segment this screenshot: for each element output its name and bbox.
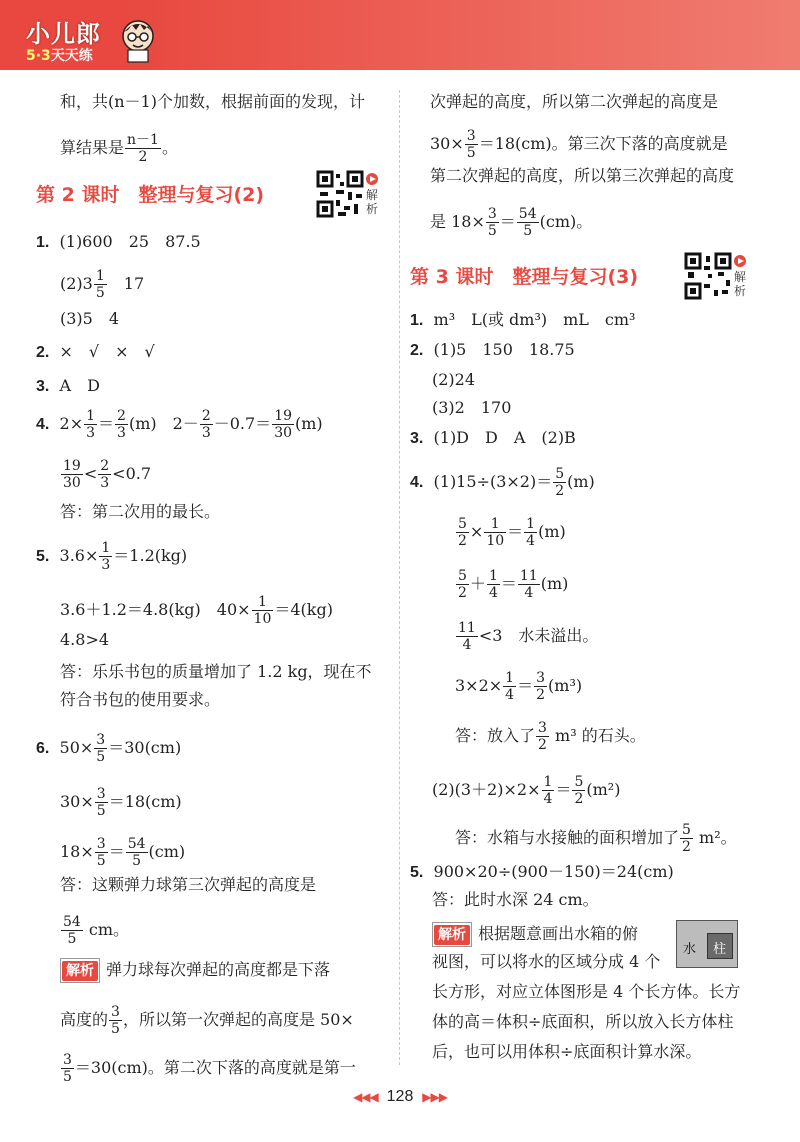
brand-sub-text: 天天练 xyxy=(50,48,93,64)
q6-answer-unit xyxy=(60,914,129,947)
text: (m) xyxy=(295,414,323,433)
r-q2-c: (3)2 170 xyxy=(432,398,512,417)
denominator: 5 xyxy=(523,223,533,239)
numerator: 1 xyxy=(484,516,506,533)
text: ＝4(kg) xyxy=(274,600,333,619)
text: (m²) xyxy=(586,780,621,799)
numerator: 3 xyxy=(538,720,547,736)
fraction xyxy=(272,408,294,441)
numerator: 5 xyxy=(682,822,691,838)
q1-b xyxy=(60,268,144,301)
denominator: 2 xyxy=(682,839,691,855)
text: ＝30(cm) xyxy=(108,738,182,757)
r-q5-explanation-2: 视图，可以将水的区域分成 4 个 xyxy=(432,952,661,971)
text: (cm)。 xyxy=(539,212,593,231)
right-cont-4 xyxy=(430,206,592,239)
q6-explanation-3 xyxy=(60,1052,356,1085)
r-q4-answer-1 xyxy=(455,720,646,753)
r-q3 xyxy=(410,428,576,449)
text: × xyxy=(469,522,484,541)
text: (2)3 xyxy=(60,274,93,293)
text: < xyxy=(83,464,98,483)
text: 18× xyxy=(60,842,94,861)
fraction xyxy=(484,516,506,549)
text: 50× xyxy=(59,738,94,757)
numerator: 5 xyxy=(574,774,584,790)
fraction xyxy=(252,594,274,627)
denominator: 5 xyxy=(96,853,106,869)
denominator: 5 xyxy=(466,145,476,161)
column-divider xyxy=(399,90,400,1065)
text: (m) xyxy=(540,574,569,593)
q6-line-2 xyxy=(60,786,182,819)
denominator: 5 xyxy=(95,285,105,301)
denominator: 5 xyxy=(63,1069,72,1085)
fraction xyxy=(61,914,83,947)
question-number: 4. xyxy=(36,416,50,433)
fraction xyxy=(534,670,547,703)
numerator: 5 xyxy=(555,466,565,482)
fraction xyxy=(680,822,693,855)
answer: (1)600 25 87.5 xyxy=(59,232,201,251)
qr-code-icon[interactable] xyxy=(316,170,364,218)
text: 2× xyxy=(59,414,84,433)
answer: A D xyxy=(59,376,100,395)
q4-line-1 xyxy=(36,408,323,441)
numerator: 1 xyxy=(86,408,96,424)
header-gradient xyxy=(120,0,800,70)
denominator: 4 xyxy=(462,637,472,653)
numerator: 3 xyxy=(96,786,106,802)
denominator: 5 xyxy=(487,223,497,239)
numerator: 1 xyxy=(252,594,274,611)
fraction xyxy=(486,206,499,239)
fraction xyxy=(109,1004,122,1037)
numerator: 3 xyxy=(96,732,106,748)
text: m³ 的石头。 xyxy=(555,726,646,745)
text: 答：水箱与水接触的面积增加了 xyxy=(455,828,680,847)
numerator: 3 xyxy=(536,670,546,686)
text: 17 xyxy=(107,274,145,293)
denominator: 3 xyxy=(201,425,211,441)
denominator: 4 xyxy=(505,687,515,703)
denominator: 2 xyxy=(138,149,148,165)
denominator: 5 xyxy=(96,749,106,765)
left-intro-line-1: 和，共(n－1)个加数，根据前面的发现，计 xyxy=(60,92,365,111)
fraction xyxy=(61,458,83,491)
denominator: 2 xyxy=(536,687,546,703)
fraction xyxy=(125,132,161,165)
mascot-icon xyxy=(118,16,158,64)
page-number: 128 xyxy=(386,1088,414,1105)
q4-line-2 xyxy=(60,458,151,491)
q6-explanation-2 xyxy=(60,1004,354,1037)
q2 xyxy=(36,342,155,363)
numerator: 3 xyxy=(466,128,476,144)
fraction xyxy=(115,408,128,441)
q3 xyxy=(36,376,100,397)
text: 答：放入了 xyxy=(455,726,536,745)
qr-label: 解析 xyxy=(366,188,379,216)
denominator: 30 xyxy=(63,475,81,491)
numerator: 54 xyxy=(127,836,146,852)
fraction xyxy=(95,836,108,869)
denominator: 2 xyxy=(538,737,547,753)
text: ＝ xyxy=(507,522,524,541)
answer: (1)5 150 18.75 xyxy=(433,340,575,359)
q5-line-3: 4.8>4 xyxy=(60,630,110,649)
text: ＝ xyxy=(517,676,534,695)
question-number: 4. xyxy=(410,474,424,491)
text: (m) xyxy=(567,472,595,491)
text: 30× xyxy=(60,792,94,811)
denominator: 10 xyxy=(486,533,505,549)
q1-c: (3)5 4 xyxy=(60,309,120,328)
figure-label-water: 水 xyxy=(683,942,697,957)
denominator: 30 xyxy=(274,425,293,441)
text: 算结果是 xyxy=(60,138,125,157)
text: －0.7＝ xyxy=(213,414,272,433)
numerator: 3 xyxy=(487,206,497,222)
denominator: 2 xyxy=(555,483,565,499)
fraction xyxy=(456,568,469,601)
fraction xyxy=(553,466,566,499)
q5-line-2 xyxy=(60,594,333,627)
numerator: 1 xyxy=(95,268,105,284)
numerator: 11 xyxy=(458,620,476,636)
fraction xyxy=(95,786,108,819)
r-q4-line-1 xyxy=(410,466,595,499)
prev-arrows-icon: ◀◀◀ xyxy=(353,1090,378,1104)
question-number: 2. xyxy=(36,344,50,361)
denominator: 4 xyxy=(488,585,498,601)
fraction xyxy=(487,568,500,601)
qr-label: 解析 xyxy=(734,270,747,298)
denominator: 3 xyxy=(117,425,126,441)
fraction xyxy=(503,670,516,703)
text: <0.7 xyxy=(112,464,152,483)
brand-name: 小儿郎 xyxy=(26,20,101,48)
text: (1)15÷(3×2)＝ xyxy=(433,472,553,491)
r-q4-line-5 xyxy=(455,670,582,703)
q5-answer-1: 答：乐乐书包的质量增加了 1.2 kg，现在不 xyxy=(60,662,372,681)
text: (m) xyxy=(538,522,566,541)
text: <3 水未溢出。 xyxy=(478,626,599,645)
explanation-tag-label: 解析 xyxy=(434,925,470,945)
numerator: 3 xyxy=(63,1052,72,1068)
r-q4-line-3 xyxy=(455,568,568,601)
fraction xyxy=(200,408,213,441)
numerator: 19 xyxy=(63,458,81,474)
q6-line-1 xyxy=(36,732,181,765)
text: ＝1.2(kg) xyxy=(113,546,188,565)
q5-line-1 xyxy=(36,540,187,573)
r-q5-answer: 答：此时水深 24 cm。 xyxy=(432,890,599,909)
denominator: 3 xyxy=(101,557,111,573)
text: ＋ xyxy=(469,574,486,593)
question-number: 6. xyxy=(36,740,50,757)
numerator: 5 xyxy=(458,568,467,584)
r-q5-explanation-3: 长方形，对应立体图形是 4 个长方体。长方 xyxy=(432,982,741,1001)
text: 根据题意画出水箱的俯 xyxy=(478,924,639,943)
denominator: 2 xyxy=(458,585,467,601)
text: 高度的 xyxy=(60,1010,109,1029)
fraction xyxy=(61,1052,74,1085)
denominator: 10 xyxy=(253,611,272,627)
explanation-tag xyxy=(60,958,100,983)
text: 弹力球每次弹起的高度都是下落 xyxy=(106,960,331,979)
q6-explanation-1 xyxy=(60,958,330,983)
numerator: 3 xyxy=(96,836,106,852)
fraction xyxy=(536,720,549,753)
numerator: 1 xyxy=(488,568,498,584)
fraction xyxy=(94,732,107,765)
text: ＝ xyxy=(98,414,115,433)
text: 3.6＋1.2＝4.8(kg) 40× xyxy=(60,600,251,619)
denominator: 5 xyxy=(67,931,77,947)
explanation-tag xyxy=(432,922,472,947)
fraction xyxy=(84,408,97,441)
denominator: 3 xyxy=(86,425,96,441)
text: ＝ xyxy=(555,780,572,799)
text: (cm) xyxy=(148,842,186,861)
text: ＝18(cm)。第三次下落的高度就是 xyxy=(478,134,728,153)
fraction xyxy=(517,206,539,239)
right-cont-2 xyxy=(430,128,728,161)
fraction xyxy=(465,128,478,161)
q6-answer: 答：这颗弹力球第三次弹起的高度是 xyxy=(60,875,317,894)
r-q5-line-1 xyxy=(410,862,674,883)
answer: m³ L(或 dm³) mL cm³ xyxy=(433,310,636,329)
fraction xyxy=(456,620,478,653)
q5-answer-2: 符合书包的使用要求。 xyxy=(60,690,221,709)
answer: (1)D D A (2)B xyxy=(433,428,576,447)
r-q4-line-4 xyxy=(455,620,598,653)
fraction xyxy=(456,516,469,549)
question-number: 1. xyxy=(410,312,424,329)
right-cont-1: 次弹起的高度，所以第二次弹起的高度是 xyxy=(430,92,719,111)
denominator: 4 xyxy=(543,791,553,807)
fraction xyxy=(542,774,555,807)
question-number: 2. xyxy=(410,342,424,359)
text: cm。 xyxy=(88,920,130,939)
question-number: 1. xyxy=(36,234,50,251)
r-q4-line-2 xyxy=(455,516,566,549)
text: (m) 2－ xyxy=(128,414,199,433)
r-q1 xyxy=(410,310,635,331)
text: (m³) xyxy=(548,676,583,695)
text: 3.6× xyxy=(59,546,99,565)
r-q5-explanation-4: 体的高＝体积÷底面积，所以放入长方体柱 xyxy=(432,1012,734,1031)
text: ＝18(cm) xyxy=(108,792,182,811)
denominator: 5 xyxy=(132,853,142,869)
brand-sub-num: 5·3 xyxy=(26,48,51,64)
denominator: 5 xyxy=(111,1021,120,1037)
left-intro-line-2 xyxy=(60,132,178,165)
numerator: 2 xyxy=(201,408,211,424)
q4-answer: 答：第二次用的最长。 xyxy=(60,502,221,521)
text: 。 xyxy=(161,138,178,157)
denominator: 3 xyxy=(100,475,110,491)
explanation-tag-label: 解析 xyxy=(62,961,98,981)
r-q4-answer-2 xyxy=(455,822,737,855)
q1-a xyxy=(36,232,201,253)
r-q2-b: (2)24 xyxy=(432,370,476,389)
question-number: 3. xyxy=(410,430,424,447)
numerator: 54 xyxy=(518,206,537,222)
fraction xyxy=(518,568,540,601)
numerator: 1 xyxy=(101,540,111,556)
fraction xyxy=(126,836,148,869)
text: ＝ xyxy=(499,212,516,231)
answer: 900×20÷(900－150)＝24(cm) xyxy=(433,862,674,881)
text: 是 18× xyxy=(430,212,485,231)
numerator: 1 xyxy=(505,670,515,686)
text: ＝ xyxy=(108,842,125,861)
denominator: 5 xyxy=(96,803,106,819)
denominator: 4 xyxy=(526,533,536,549)
question-number: 5. xyxy=(36,548,50,565)
denominator: 2 xyxy=(574,791,584,807)
numerator: 11 xyxy=(519,568,538,584)
numerator: n－1 xyxy=(127,132,159,148)
numerator: 3 xyxy=(111,1004,120,1020)
r-q4-line-6 xyxy=(432,774,620,807)
numerator: 54 xyxy=(63,914,81,930)
fraction xyxy=(524,516,537,549)
text: ，所以第一次弹起的高度是 50× xyxy=(122,1010,354,1029)
qr-code-icon[interactable] xyxy=(684,252,732,300)
brand-logo xyxy=(8,14,148,66)
fraction xyxy=(572,774,585,807)
numerator: 1 xyxy=(543,774,553,790)
numerator: 2 xyxy=(100,458,110,474)
play-icon[interactable] xyxy=(734,255,746,267)
r-q5-explanation-5: 后，也可以用体积÷底面积计算水深。 xyxy=(432,1042,702,1061)
figure-label-column: 柱 xyxy=(713,942,727,957)
numerator: 19 xyxy=(274,408,293,424)
numerator: 2 xyxy=(117,408,126,424)
r-q5-explanation-1 xyxy=(432,922,638,947)
next-arrows-icon: ▶▶▶ xyxy=(422,1090,447,1104)
fraction xyxy=(98,458,111,491)
question-number: 3. xyxy=(36,378,50,395)
numerator: 5 xyxy=(458,516,467,532)
numerator: 1 xyxy=(526,516,536,532)
text: ＝ xyxy=(500,574,517,593)
right-cont-3: 第二次弹起的高度，所以第三次弹起的高度 xyxy=(430,166,735,185)
text: m²。 xyxy=(699,828,737,847)
page-footer xyxy=(0,1088,800,1106)
fraction xyxy=(99,540,112,573)
answer: × √ × √ xyxy=(59,342,155,361)
denominator: 2 xyxy=(458,533,467,549)
text: ＝30(cm)。第二次下落的高度就是第一 xyxy=(74,1058,356,1077)
water-tank-figure xyxy=(676,920,738,968)
text: (2)(3＋2)×2× xyxy=(432,780,541,799)
brand-subtitle xyxy=(26,45,93,65)
lesson-title-2: 第 2 课时 整理与复习(2) xyxy=(36,184,265,206)
q6-line-3 xyxy=(60,836,185,869)
text: 30× xyxy=(430,134,464,153)
r-q2-a xyxy=(410,340,575,361)
text: 3×2× xyxy=(455,676,503,695)
lesson-title-3: 第 3 课时 整理与复习(3) xyxy=(410,266,639,288)
play-icon[interactable] xyxy=(366,173,378,185)
fraction xyxy=(94,268,107,301)
question-number: 5. xyxy=(410,864,424,881)
denominator: 4 xyxy=(524,585,534,601)
